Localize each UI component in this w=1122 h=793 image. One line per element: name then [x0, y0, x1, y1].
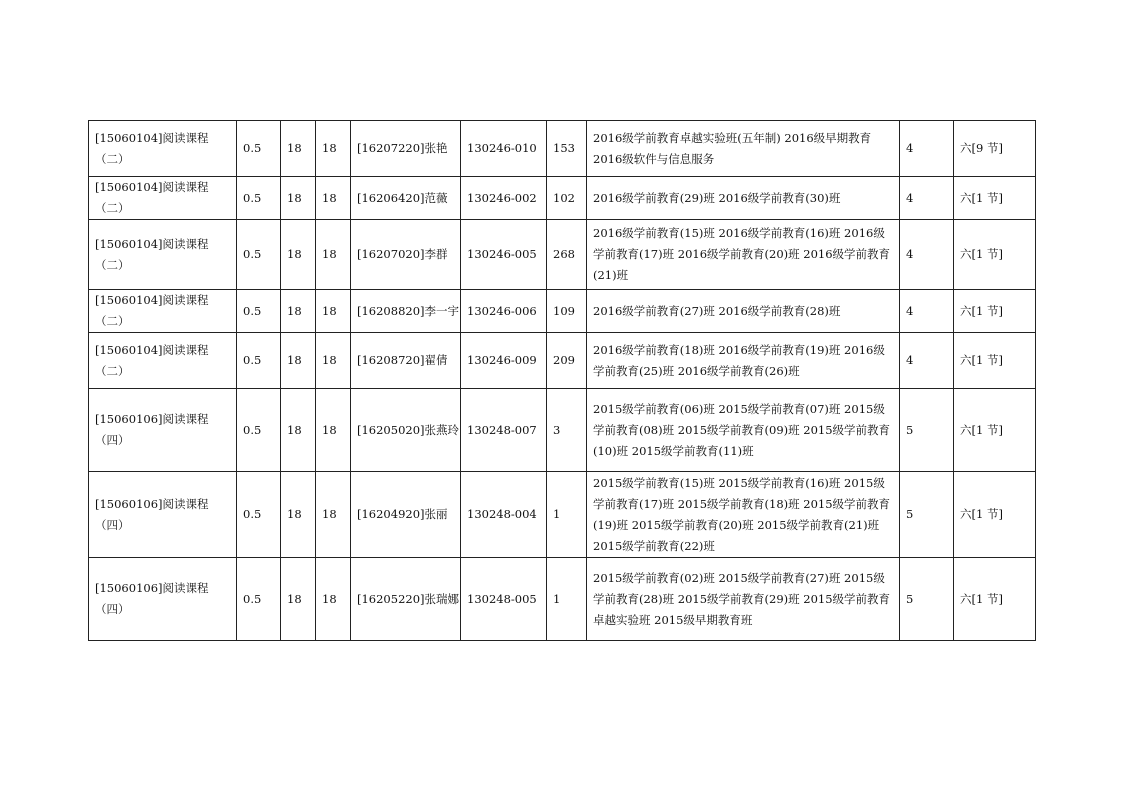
course-cell: [15060104]阅读课程（二）	[89, 333, 237, 389]
classes-cell: 2016级学前教育卓越实验班(五年制) 2016级早期教育 2016级软件与信息服务	[587, 121, 900, 177]
enrollment-cell: 268	[547, 220, 587, 290]
hours-cell: 18	[316, 389, 351, 472]
hours-cell: 18	[316, 121, 351, 177]
class-code-cell: 130246-010	[461, 121, 547, 177]
table-row	[89, 220, 1036, 290]
week-cell: 5	[900, 472, 954, 558]
course-cell: [15060104]阅读课程（二）	[89, 290, 237, 333]
table-row	[89, 558, 1036, 641]
table-row	[89, 290, 1036, 333]
class-code-cell: 130246-005	[461, 220, 547, 290]
course-cell: [15060104]阅读课程（二）	[89, 220, 237, 290]
time-slot-cell: 六[1 节]	[954, 290, 1036, 333]
enrollment-cell: 153	[547, 121, 587, 177]
time-slot-cell: 六[1 节]	[954, 389, 1036, 472]
hours-cell: 18	[281, 472, 316, 558]
hours-cell: 18	[281, 333, 316, 389]
time-slot-cell: 六[1 节]	[954, 558, 1036, 641]
week-cell: 4	[900, 333, 954, 389]
credit-cell: 0.5	[237, 333, 281, 389]
table-row	[89, 389, 1036, 472]
time-slot-cell: 六[1 节]	[954, 333, 1036, 389]
classes-cell: 2015级学前教育(02)班 2015级学前教育(27)班 2015级学前教育(28)班 2015级学前教育(29)班 2015级学前教育卓越实验班 2015级早期教育班	[587, 558, 900, 641]
class-code-cell: 130246-006	[461, 290, 547, 333]
enrollment-cell: 1	[547, 472, 587, 558]
hours-cell: 18	[316, 472, 351, 558]
week-cell: 4	[900, 121, 954, 177]
teacher-cell: [16208720]翟倩	[351, 333, 461, 389]
credit-cell: 0.5	[237, 472, 281, 558]
course-cell: [15060104]阅读课程（二）	[89, 177, 237, 220]
hours-cell: 18	[281, 389, 316, 472]
classes-cell: 2015级学前教育(06)班 2015级学前教育(07)班 2015级学前教育(08)班 2015级学前教育(09)班 2015级学前教育(10)班 2015级学前教育(11)班	[587, 389, 900, 472]
week-cell: 5	[900, 558, 954, 641]
hours-cell: 18	[316, 290, 351, 333]
hours-cell: 18	[316, 220, 351, 290]
teacher-cell: [16207020]李群	[351, 220, 461, 290]
time-slot-cell: 六[1 节]	[954, 220, 1036, 290]
teacher-cell: [16205220]张瑞娜	[351, 558, 461, 641]
teacher-cell: [16206420]范薇	[351, 177, 461, 220]
table-row	[89, 121, 1036, 177]
course-schedule-table	[88, 120, 1036, 641]
credit-cell: 0.5	[237, 558, 281, 641]
teacher-cell: [16205020]张燕玲	[351, 389, 461, 472]
time-slot-cell: 六[1 节]	[954, 177, 1036, 220]
hours-cell: 18	[281, 121, 316, 177]
classes-cell: 2016级学前教育(27)班 2016级学前教育(28)班	[587, 290, 900, 333]
enrollment-cell: 3	[547, 389, 587, 472]
week-cell: 5	[900, 389, 954, 472]
hours-cell: 18	[281, 177, 316, 220]
enrollment-cell: 1	[547, 558, 587, 641]
class-code-cell: 130248-005	[461, 558, 547, 641]
enrollment-cell: 209	[547, 333, 587, 389]
course-cell: [15060106]阅读课程（四）	[89, 558, 237, 641]
class-code-cell: 130248-007	[461, 389, 547, 472]
table-row	[89, 333, 1036, 389]
class-code-cell: 130246-002	[461, 177, 547, 220]
class-code-cell: 130246-009	[461, 333, 547, 389]
credit-cell: 0.5	[237, 220, 281, 290]
week-cell: 4	[900, 290, 954, 333]
time-slot-cell: 六[9 节]	[954, 121, 1036, 177]
time-slot-cell: 六[1 节]	[954, 472, 1036, 558]
class-code-cell: 130248-004	[461, 472, 547, 558]
credit-cell: 0.5	[237, 121, 281, 177]
hours-cell: 18	[281, 558, 316, 641]
teacher-cell: [16208820]李一宇	[351, 290, 461, 333]
enrollment-cell: 109	[547, 290, 587, 333]
hours-cell: 18	[316, 177, 351, 220]
hours-cell: 18	[281, 220, 316, 290]
week-cell: 4	[900, 220, 954, 290]
table-row	[89, 177, 1036, 220]
credit-cell: 0.5	[237, 389, 281, 472]
enrollment-cell: 102	[547, 177, 587, 220]
classes-cell: 2016级学前教育(29)班 2016级学前教育(30)班	[587, 177, 900, 220]
course-cell: [15060106]阅读课程（四）	[89, 472, 237, 558]
classes-cell: 2016级学前教育(15)班 2016级学前教育(16)班 2016级学前教育(17)班 2016级学前教育(20)班 2016级学前教育(21)班	[587, 220, 900, 290]
teacher-cell: [16204920]张丽	[351, 472, 461, 558]
course-cell: [15060104]阅读课程（二）	[89, 121, 237, 177]
classes-cell: 2016级学前教育(18)班 2016级学前教育(19)班 2016级学前教育(25)班 2016级学前教育(26)班	[587, 333, 900, 389]
credit-cell: 0.5	[237, 290, 281, 333]
table-row	[89, 472, 1036, 558]
hours-cell: 18	[316, 558, 351, 641]
teacher-cell: [16207220]张艳	[351, 121, 461, 177]
classes-cell: 2015级学前教育(15)班 2015级学前教育(16)班 2015级学前教育(17)班 2015级学前教育(18)班 2015级学前教育(19)班 2015级学前教育(20)班 2015级学前教育(21)班 2015级学前教育(22)班	[587, 472, 900, 558]
credit-cell: 0.5	[237, 177, 281, 220]
hours-cell: 18	[281, 290, 316, 333]
hours-cell: 18	[316, 333, 351, 389]
week-cell: 4	[900, 177, 954, 220]
course-cell: [15060106]阅读课程（四）	[89, 389, 237, 472]
